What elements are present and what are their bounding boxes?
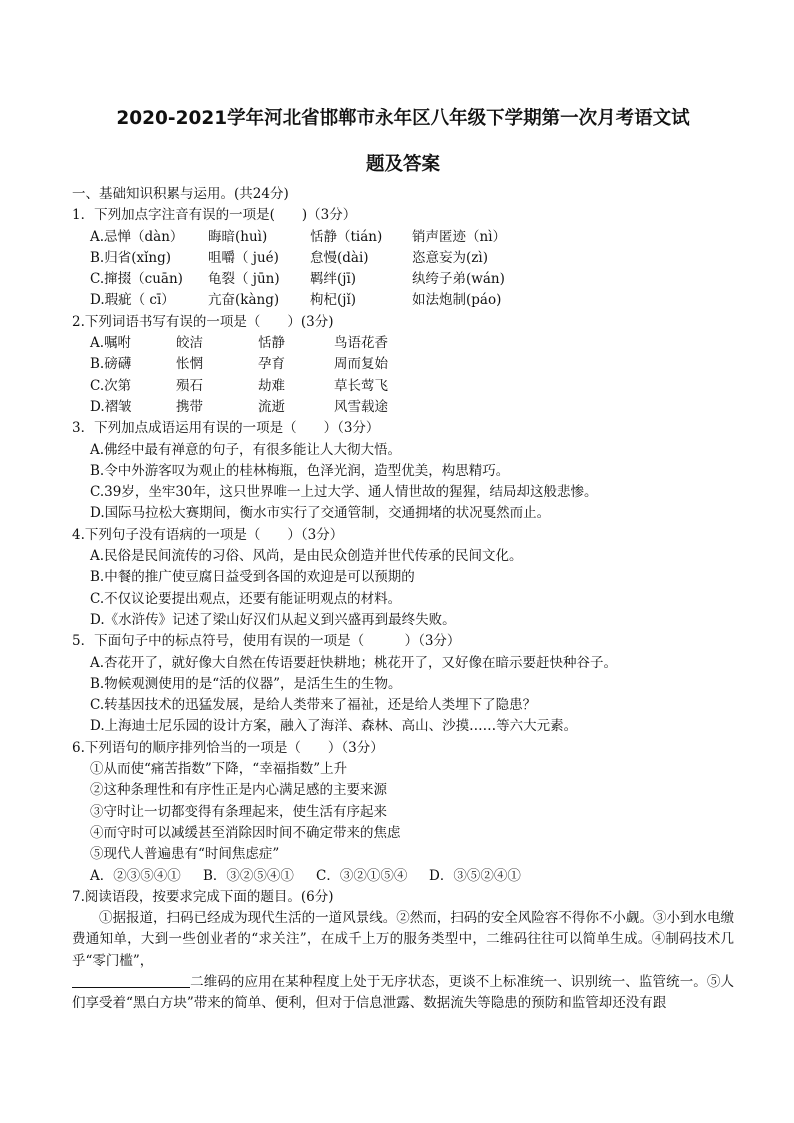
- q2-cell: 孕育: [258, 356, 285, 373]
- q2-cell: 劫难: [258, 377, 285, 394]
- q2-cell: 殒石: [176, 377, 203, 394]
- q3-option-d: D.国际马拉松大赛期间，衡水市实行了交通管制，交通拥堵的状况戛然而止。: [90, 505, 551, 522]
- q1-cell: A.忌惮（dàn）: [90, 228, 184, 245]
- q6-stem: 6.下列语句的顺序排列恰当的一项是（ ）（3分）: [72, 739, 384, 756]
- q5-option-a: A.杏花开了，就好像大自然在传语要赶快耕地；桃花开了，又好像在暗示要赶快种谷子。: [90, 654, 618, 671]
- q2-cell: 鸟语花香: [334, 335, 388, 352]
- q1-cell: 销声匿迹（nì）: [412, 228, 507, 245]
- q7-stem: 7.阅读语段，按要求完成下面的题目。(6分): [72, 888, 334, 905]
- q6-item-3: ③守时让一切都变得有条理起来，使生活有序起来: [90, 803, 387, 820]
- q6-item-1: ①从而使“痛苦指数”下降，“幸福指数”上升: [90, 761, 348, 778]
- q6-choice-d: D．③⑤②④①: [429, 867, 521, 884]
- q6-item-4: ④而守时可以减缓甚至消除因时间不确定带来的焦虑: [90, 824, 401, 841]
- q5-stem: 5．下面句子中的标点符号，使用有误的一项是（ ）（3分）: [72, 633, 461, 650]
- q1-cell: 咀嚼（ jué): [208, 249, 279, 266]
- q4-option-c: C.不仅议论要提出观点，还要有能证明观点的材料。: [90, 590, 402, 607]
- fill-blank[interactable]: [72, 973, 190, 988]
- q2-cell: A.嘱咐: [90, 335, 132, 352]
- q1-cell: 晦暗(huì): [208, 228, 268, 245]
- q2-row-d: [72, 397, 734, 418]
- q1-cell: 纨绔子弟(wán): [412, 271, 505, 288]
- q1-cell: D.瑕疵（ cī）: [90, 292, 175, 309]
- q2-cell: 怅惘: [176, 356, 203, 373]
- q1-cell: 如法炮制(páo): [412, 292, 502, 309]
- q7-passage-part2: [72, 972, 734, 1015]
- q3-option-b: B.令中外游客叹为观止的桂林梅瓶，色泽光润，造型优美，构思精巧。: [90, 462, 510, 479]
- q1-cell: 龟裂（ jūn): [208, 271, 280, 288]
- q1-cell: 恣意妄为(zì): [412, 249, 488, 266]
- q4-option-d: D.《水浒传》记述了梁山好汉们从起义到兴盛再到最终失败。: [90, 611, 456, 628]
- q2-cell: 草长莺飞: [334, 377, 388, 394]
- q5-option-d: D.上海迪士尼乐园的设计方案，融入了海洋、森林、高山、沙摸……等六大元素。: [90, 718, 578, 735]
- q1-cell: B.归省(xǐng): [90, 249, 172, 266]
- q4-stem: 4.下列句子没有语病的一项是（ ）（3分）: [72, 526, 344, 543]
- q1-row-a: [72, 227, 734, 248]
- q5-option-b: B.物候观测使用的是“活的仪器”，是活生生的生物。: [90, 675, 402, 692]
- q2-row-b: [72, 354, 734, 375]
- q2-row-a: [72, 333, 734, 354]
- q6-choices: [72, 866, 734, 887]
- q1-cell: 亢奋(kàng): [208, 292, 280, 309]
- q2-cell: C.次第: [90, 377, 132, 394]
- q7-passage-part1: ①据报道，扫码已经成为现代生活的一道风景线。②然而，扫码的安全风险容不得你不小觑。③小到水电缴费通知单，大到一些创业者的“求关注”，在成千上万的服务类型中，二维码往往可以简单生成。④制码技术几乎“零门槛”，: [72, 910, 734, 969]
- q6-choice-a: A．②③⑤④①: [90, 867, 181, 884]
- q1-row-b: [72, 248, 734, 269]
- q1-cell: 恬静（tián): [310, 228, 383, 245]
- q3-stem: 3．下列加点成语运用有误的一项是（ ）（3分）: [72, 420, 380, 437]
- q1-cell: 羁绊(jī): [310, 271, 357, 288]
- q7-passage-part2-text: 二维码的应用在某种程度上处于无序状态，更谈不上标准统一、识别统一、监管统一。⑤人们享受着“黑白方块”带来的简单、便利，但对于信息泄露、数据流失等隐患的预防和监管却还没有跟: [72, 973, 734, 1012]
- q4-option-b: B.中餐的推广使豆腐日益受到各国的欢迎是可以预期的: [90, 569, 415, 586]
- q5-option-c: C.转基因技术的迅猛发展，是给人类带来了福祉，还是给人类埋下了隐患？: [90, 697, 537, 714]
- q1-row-d: [72, 290, 734, 311]
- doc-title-line2: 题及答案: [365, 154, 440, 175]
- q2-cell: 携带: [176, 398, 203, 415]
- q1-cell: C.撺掇（cuān): [90, 271, 183, 288]
- q6-item-5: ⑤现代人普遍患有“时间焦虑症”: [90, 846, 280, 863]
- q2-cell: 恬静: [258, 335, 285, 352]
- section-heading: 一、基础知识积累与运用。(共24分): [72, 186, 289, 202]
- q3-option-a: A.佛经中最有禅意的句子，有很多能让人大彻大悟。: [90, 441, 402, 458]
- q2-cell: D.褶皱: [90, 398, 132, 415]
- q2-cell: 周而复始: [334, 356, 388, 373]
- q2-cell: 流逝: [258, 398, 285, 415]
- q1-cell: 枸杞(jǐ): [310, 292, 357, 309]
- q6-choice-c: C．③②①⑤④: [316, 867, 408, 884]
- doc-title-line1: 2020-2021学年河北省邯郸市永年区八年级下学期第一次月考语文试: [116, 108, 690, 129]
- q2-cell: 皎洁: [176, 335, 203, 352]
- q1-cell: 怠慢(dài): [310, 249, 369, 266]
- q3-option-c: C.39岁，坐牢30年，这只世界唯一上过大学、通人情世故的猩猩，结局却这般悲惨。: [90, 484, 598, 501]
- q4-option-a: A.民俗是民间流传的习俗、风尚，是由民众创造并世代传承的民间文化。: [90, 548, 523, 565]
- q6-item-2: ②这种条理性和有序性正是内心满足感的主要来源: [90, 782, 387, 799]
- q2-stem: 2.下列词语书写有误的一项是（ ）(3分): [72, 313, 334, 330]
- q1-stem: 1．下列加点字注音有误的一项是( )（3分）: [72, 207, 357, 224]
- q1-row-c: [72, 269, 734, 290]
- q2-row-c: [72, 376, 734, 397]
- q2-cell: B.磅礴: [90, 356, 132, 373]
- q6-choice-b: B．③②⑤④①: [203, 867, 294, 884]
- q2-cell: 风雪载途: [334, 398, 388, 415]
